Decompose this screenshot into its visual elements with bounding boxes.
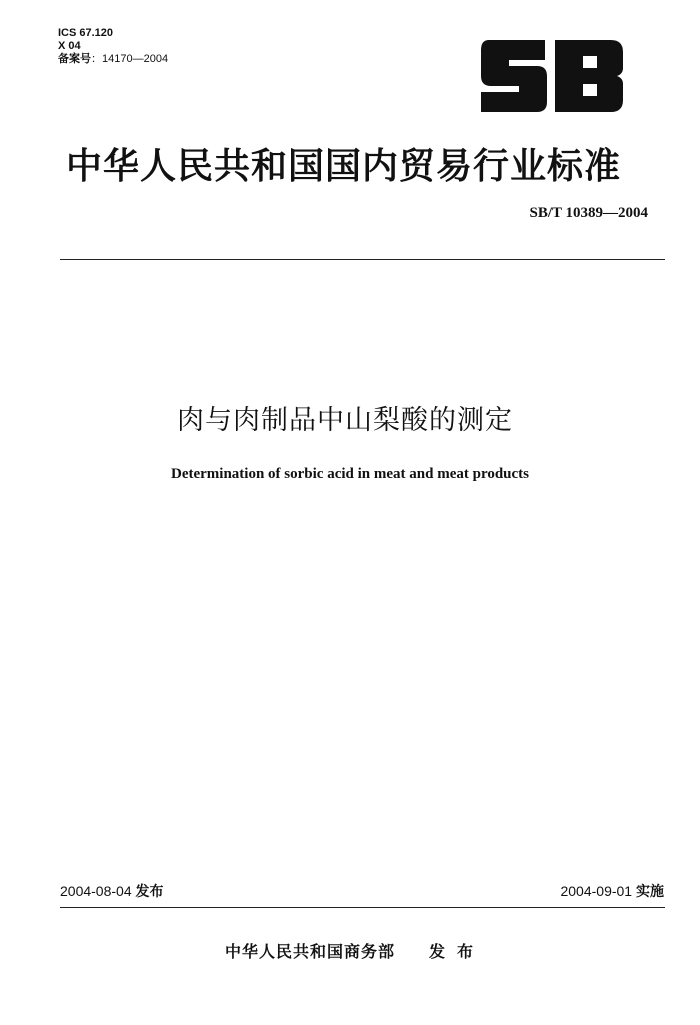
document-title-en: Determination of sorbic acid in meat and meat products — [170, 466, 530, 482]
document-title-cn — [0, 398, 700, 437]
ics-code: ICS 67.120 — [58, 27, 114, 39]
sb-logo-b — [555, 40, 623, 112]
issuing-authority: 中华人民共和国商务部 — [225, 942, 396, 961]
filing-number: 14170—2004 — [102, 53, 169, 65]
header-divider — [60, 259, 665, 260]
filing-number-row — [58, 53, 168, 66]
publish-action: 发布 — [429, 942, 486, 961]
implement-date: 2004-09-01 — [560, 883, 633, 899]
implement-date-row — [560, 881, 664, 901]
publisher-line — [225, 939, 485, 962]
issue-date-row — [60, 881, 164, 901]
standard-type-heading: 中华人民共和国国内贸易行业标准 — [66, 146, 622, 187]
sb-logo-s — [481, 40, 547, 112]
ccs-code: X 04 — [58, 40, 81, 52]
standard-code: SB/T 10389—2004 — [529, 205, 648, 221]
sb-logo — [479, 40, 625, 112]
issue-date: 2004-08-04 — [60, 883, 132, 899]
filing-separator: ： — [91, 53, 102, 65]
document-title-cn-text: 肉与肉制品中山梨酸的测定 — [177, 405, 513, 436]
issue-label: 发布 — [135, 884, 164, 900]
filing-label: 备案号 — [58, 53, 91, 65]
classification-block — [58, 27, 168, 66]
implement-label: 实施 — [636, 884, 664, 900]
footer-divider — [60, 907, 665, 908]
